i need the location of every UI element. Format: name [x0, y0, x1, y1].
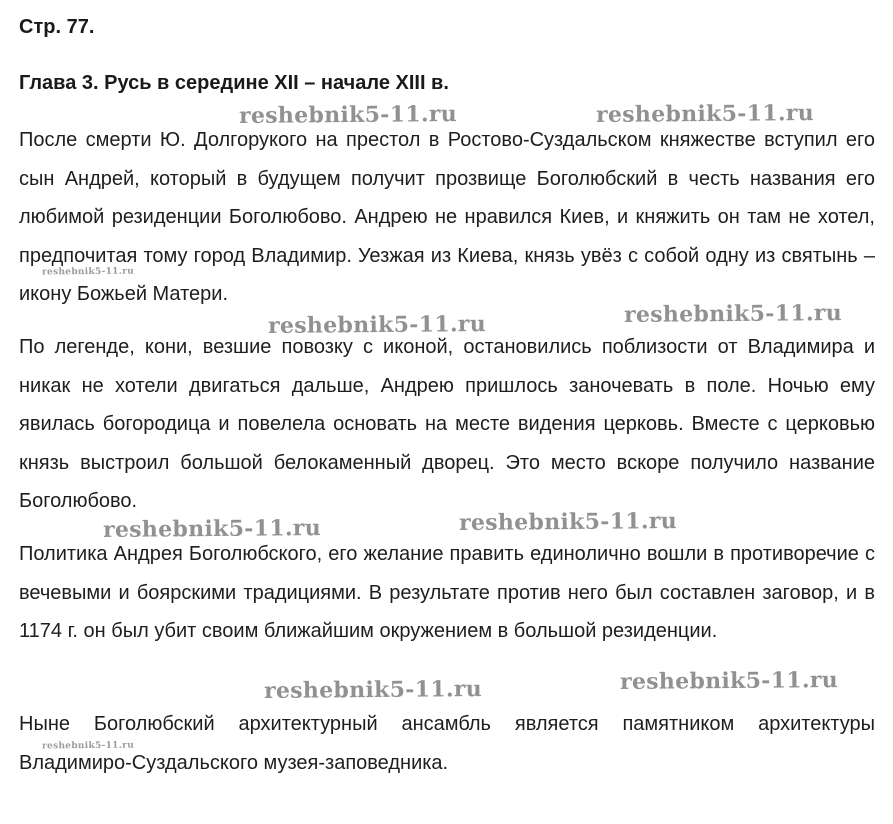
paragraph-4: Ныне Боголюбский архитектурный ансамбль является памятником архитектуры Владимиро-Суздальского музея-заповедника.: [19, 713, 875, 774]
watermark: reshebnik5-11.ru: [458, 508, 678, 536]
watermark: reshebnik5-11.ru: [41, 266, 135, 278]
watermark: reshebnik5-11.ru: [238, 101, 458, 129]
watermark: reshebnik5-11.ru: [595, 100, 815, 128]
paragraph-3: Политика Андрея Боголюбского, его желание править единолично вошли в противоречие с вечевыми и боярскими традициями. В результате против него был составлен заговор, и в 1174 г. он был убит своим ближайшим окружением в большой резиденции.: [19, 543, 875, 642]
watermark: reshebnik5-11.ru: [41, 740, 135, 752]
watermark: reshebnik5-11.ru: [102, 515, 322, 543]
page-number: Стр. 77.: [19, 16, 95, 38]
watermark: reshebnik5-11.ru: [267, 311, 487, 339]
chapter-title: Глава 3. Русь в середине XII – начале XIII в.: [19, 72, 449, 94]
watermark: reshebnik5-11.ru: [263, 676, 483, 704]
watermark: reshebnik5-11.ru: [619, 667, 839, 695]
watermark: reshebnik5-11.ru: [623, 300, 843, 328]
paragraph-1: После смерти Ю. Долгорукого на престол в Ростово-Суздальском княжестве вступил его сын Андрей, который в будущем получит прозвище Боголюбский в честь названия его любимой резиденции Боголюбово. Андрею не нравился Киев, и княжить он там не хотел, предпочитая тому город Владимир. Уезжая из Киева, князь увёз с собой одну из святынь – икону Божьей Матери.: [19, 129, 875, 305]
paragraph-2: По легенде, кони, везшие повозку с иконой, остановились поблизости от Владимира и никак не хотели двигаться дальше, Андрею пришлось заночевать в поле. Ночью ему явилась богородица и повелела основать на месте видения церковь. Вместе с церковью князь выстроил большой белокаменный дворец. Это место вскоре получило название Боголюбово.: [19, 336, 875, 512]
